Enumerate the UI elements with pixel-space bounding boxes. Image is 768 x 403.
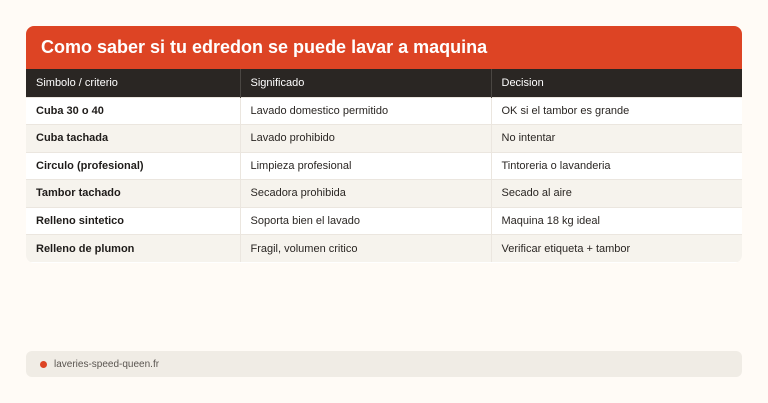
table-header-row [26, 69, 742, 97]
cell-decision: Verificar etiqueta + tambor [491, 235, 742, 263]
cell-symbol: Cuba 30 o 40 [26, 97, 240, 125]
bullet-dot-icon [40, 361, 47, 368]
criteria-table [26, 69, 742, 262]
table-row [26, 180, 742, 208]
cell-decision: Maquina 18 kg ideal [491, 207, 742, 235]
cell-meaning: Lavado domestico permitido [240, 97, 491, 125]
info-card [26, 26, 742, 263]
cell-symbol: Cuba tachada [26, 125, 240, 153]
column-header-symbol: Simbolo / criterio [26, 69, 240, 97]
cell-meaning: Limpieza profesional [240, 152, 491, 180]
cell-symbol: Tambor tachado [26, 180, 240, 208]
table-row [26, 207, 742, 235]
cell-symbol: Relleno sintetico [26, 207, 240, 235]
cell-decision: Secado al aire [491, 180, 742, 208]
cell-meaning: Fragil, volumen critico [240, 235, 491, 263]
table-row [26, 97, 742, 125]
cell-meaning: Soporta bien el lavado [240, 207, 491, 235]
column-header-decision: Decision [491, 69, 742, 97]
table-row [26, 152, 742, 180]
column-header-meaning: Significado [240, 69, 491, 97]
source-footer [26, 351, 742, 377]
cell-meaning: Lavado prohibido [240, 125, 491, 153]
title-bar [26, 26, 742, 69]
cell-symbol: Circulo (profesional) [26, 152, 240, 180]
cell-symbol: Relleno de plumon [26, 235, 240, 263]
table-row [26, 125, 742, 153]
cell-decision: Tintoreria o lavanderia [491, 152, 742, 180]
source-label: laveries-speed-queen.fr [54, 358, 160, 370]
cell-decision: OK si el tambor es grande [491, 97, 742, 125]
page-title: Como saber si tu edredon se puede lavar a maquina [41, 37, 488, 57]
cell-decision: No intentar [491, 125, 742, 153]
cell-meaning: Secadora prohibida [240, 180, 491, 208]
table-row [26, 235, 742, 263]
